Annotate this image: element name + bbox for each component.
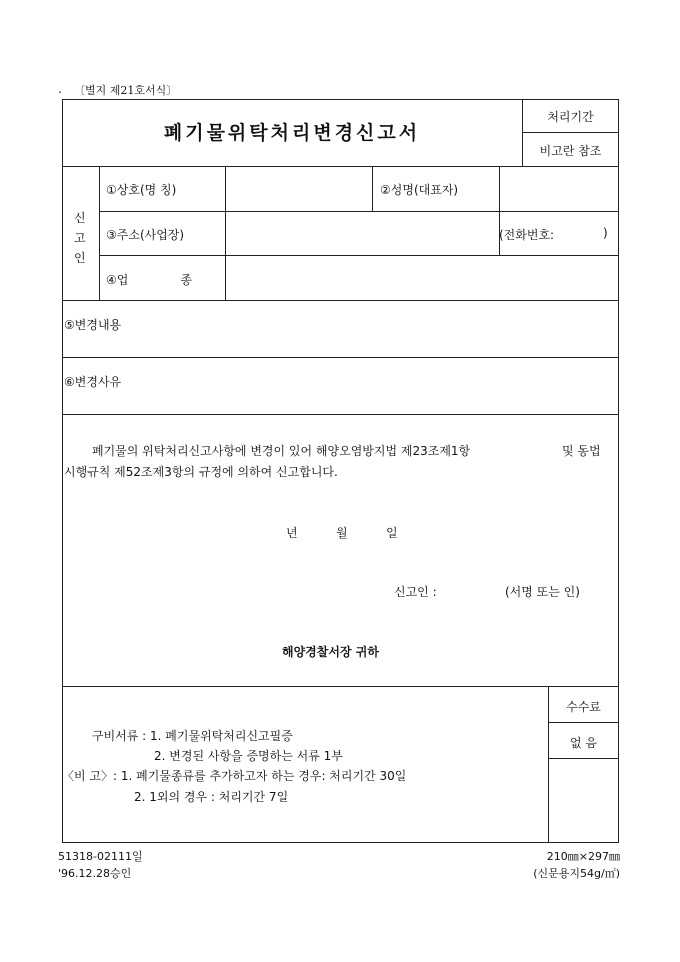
company-name-field[interactable] bbox=[226, 167, 371, 210]
header-dot: . bbox=[58, 82, 62, 96]
statement-line-2: 시행규칙 제52조제3항의 규정에 의하여 신고합니다. bbox=[64, 465, 338, 479]
address-label: ③주소(사업장) bbox=[106, 228, 185, 242]
representative-name-label: ②성명(대표자) bbox=[380, 183, 459, 197]
statement-line-1-end: 및 동법 bbox=[562, 444, 601, 458]
required-documents-2: 2. 변경된 사항을 증명하는 서류 1부 bbox=[154, 749, 343, 763]
business-type-field[interactable] bbox=[226, 256, 618, 299]
fee-value: 없 음 bbox=[570, 736, 597, 750]
date-year-label: 년 bbox=[286, 526, 298, 540]
business-type-label: ④업 종 bbox=[106, 273, 192, 287]
signer-label: 신고인 : bbox=[394, 585, 437, 599]
recipient: 해양경찰서장 귀하 bbox=[282, 645, 379, 659]
statement-line-1: 폐기물의 위탁처리신고사항에 변경이 있어 해양오염방지법 제23조제1항 bbox=[92, 444, 471, 458]
form-code: 51318-02111일 bbox=[58, 850, 143, 863]
processing-period-value: 비고란 참조 bbox=[539, 144, 602, 158]
phone-close: ) bbox=[603, 226, 608, 240]
fee-label: 수수료 bbox=[566, 700, 601, 714]
form-title: 폐기물위탁처리변경신고서 bbox=[163, 122, 421, 144]
remarks-2: 2. 1외의 경우 : 처리기간 7일 bbox=[134, 790, 289, 804]
change-content-label: ⑤변경내용 bbox=[64, 318, 122, 332]
approval-date: '96.12.28승인 bbox=[58, 867, 132, 880]
annex-label: 〔별지 제21호서식〕 bbox=[74, 84, 178, 97]
phone-label: (전화번호: bbox=[499, 228, 555, 242]
remarks-1: 〈비 고〉: 1. 폐기물종류를 추가하고자 하는 경우: 처리기간 30일 bbox=[62, 769, 407, 783]
change-content-field[interactable] bbox=[140, 304, 610, 352]
reporter-side-label: 신 고 인 bbox=[74, 211, 86, 265]
signature-placeholder: (서명 또는 인) bbox=[505, 585, 580, 599]
date-month-label: 월 bbox=[336, 526, 348, 540]
processing-period-label: 처리기간 bbox=[547, 110, 594, 124]
change-reason-field[interactable] bbox=[140, 361, 610, 409]
address-field[interactable] bbox=[226, 212, 498, 254]
paper-size: 210㎜×297㎜ bbox=[546, 850, 620, 863]
change-reason-label: ⑥변경사유 bbox=[64, 375, 122, 389]
company-name-label: ①상호(명 칭) bbox=[106, 183, 177, 197]
required-documents-1: 구비서류 : 1. 폐기물위탁처리신고필증 bbox=[92, 729, 293, 743]
paper-type: (신문용지54g/㎡) bbox=[533, 867, 620, 880]
representative-name-field[interactable] bbox=[500, 167, 618, 210]
date-day-label: 일 bbox=[386, 526, 398, 540]
